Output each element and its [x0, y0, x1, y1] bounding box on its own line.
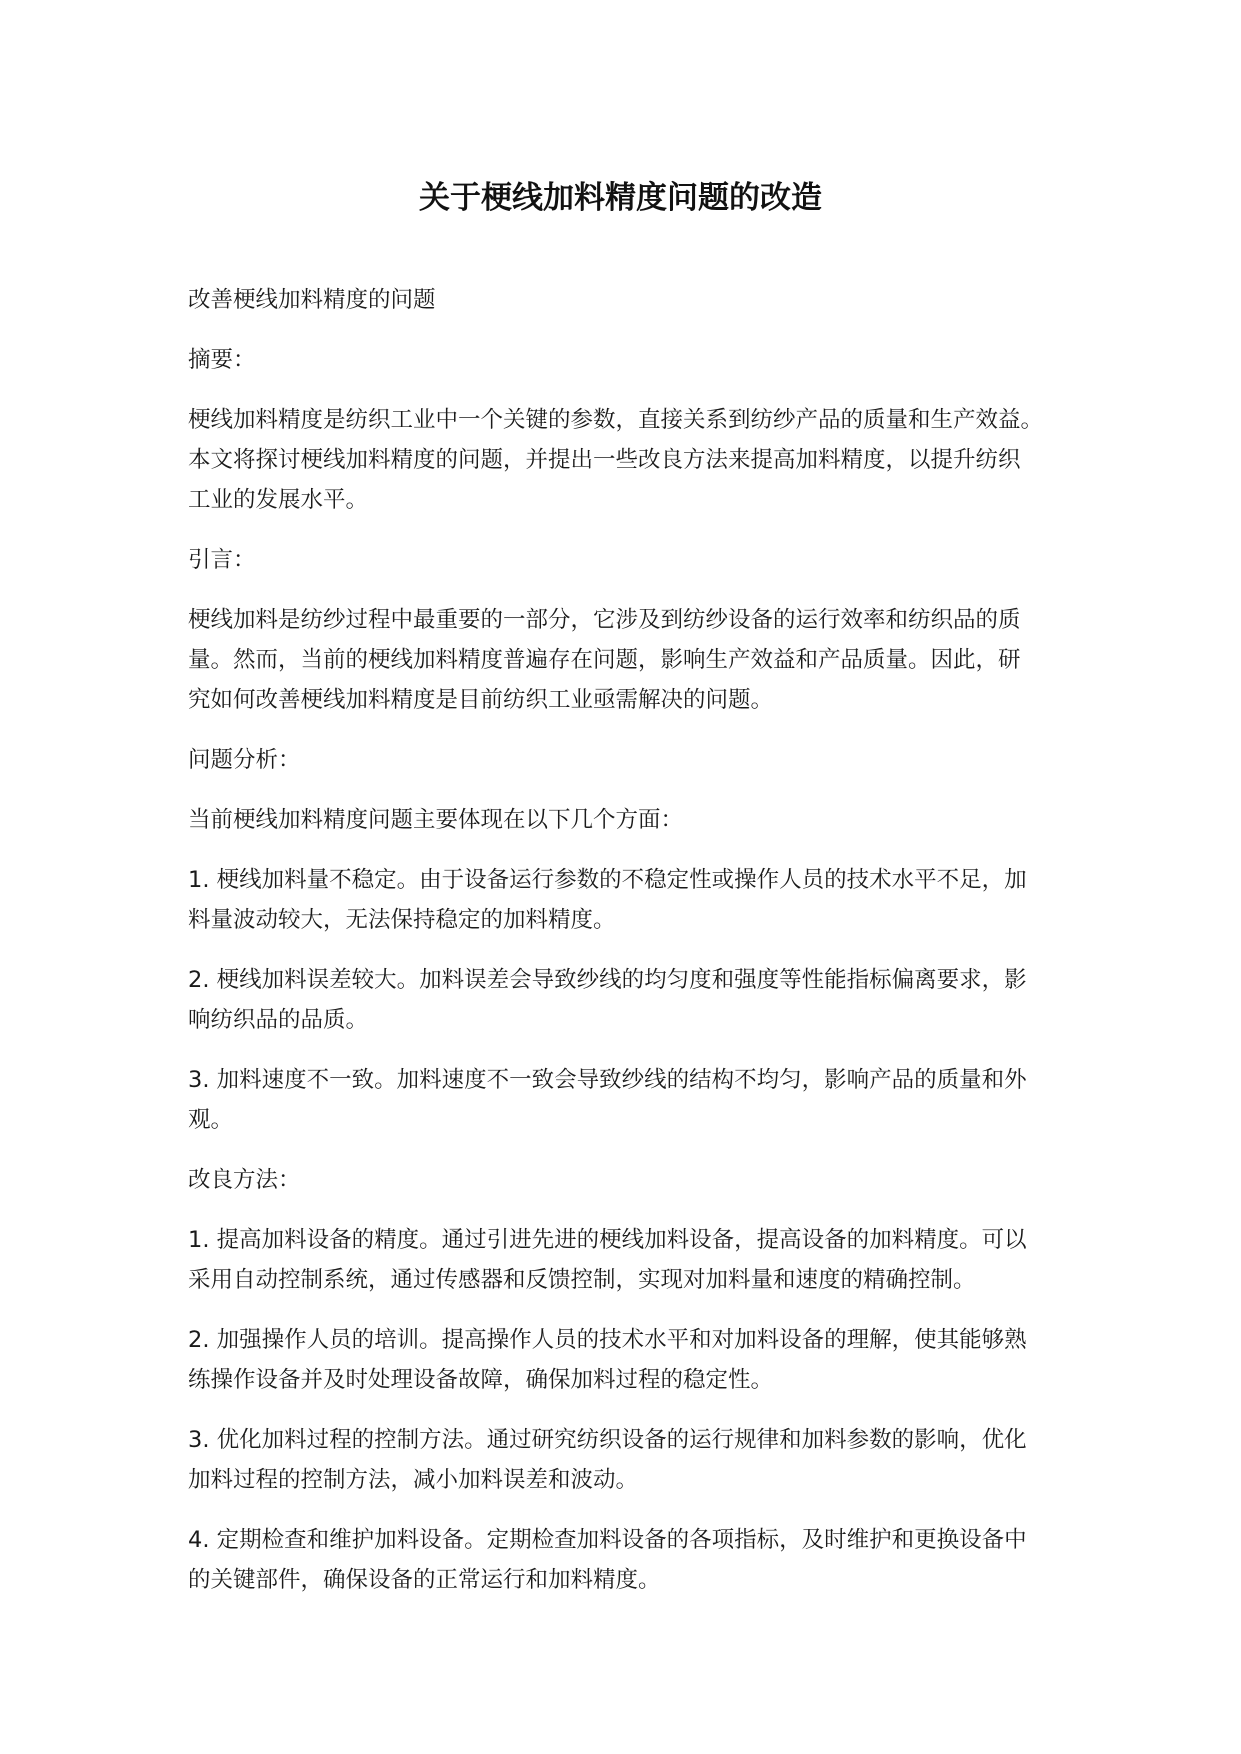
paragraph-line: 摘要： — [188, 347, 256, 373]
paragraph-line: 练操作设备并及时处理设备故障，确保加料过程的稳定性。 — [188, 1367, 774, 1393]
paragraph — [188, 1160, 1058, 1200]
paragraph-line: 问题分析： — [188, 747, 301, 773]
paragraph — [188, 960, 1058, 1040]
paragraph-line: 改良方法： — [188, 1167, 301, 1193]
paragraph — [188, 1520, 1058, 1600]
paragraph-line: 引言： — [188, 547, 256, 573]
paragraph — [188, 1220, 1058, 1300]
paragraph — [188, 280, 1058, 320]
paragraph-line: 3. 加料速度不一致。加料速度不一致会导致纱线的结构不均匀，影响产品的质量和外 — [188, 1067, 1027, 1093]
paragraph-line: 梗线加料精度是纺织工业中一个关键的参数，直接关系到纺纱产品的质量和生产效益。 — [188, 407, 1044, 433]
paragraph — [188, 600, 1058, 720]
paragraph-line: 1. 梗线加料量不稳定。由于设备运行参数的不稳定性或操作人员的技术水平不足，加 — [188, 867, 1027, 893]
paragraph — [188, 800, 1058, 840]
paragraph-line: 观。 — [188, 1107, 234, 1133]
paragraph — [188, 1060, 1058, 1140]
paragraph-line: 究如何改善梗线加料精度是目前纺织工业亟需解决的问题。 — [188, 687, 774, 713]
paragraph-line: 工业的发展水平。 — [188, 487, 369, 513]
paragraph — [188, 340, 1058, 380]
paragraph-line: 4. 定期检查和维护加料设备。定期检查加料设备的各项指标，及时维护和更换设备中 — [188, 1527, 1027, 1553]
paragraph-line: 量。然而，当前的梗线加料精度普遍存在问题，影响生产效益和产品质量。因此，研 — [188, 647, 1021, 673]
paragraph-line: 响纺织品的品质。 — [188, 1007, 369, 1033]
paragraph-line: 加料过程的控制方法，减小加料误差和波动。 — [188, 1467, 639, 1493]
paragraph — [188, 400, 1058, 520]
paragraph-line: 改善梗线加料精度的问题 — [188, 287, 436, 313]
paragraph-line: 采用自动控制系统，通过传感器和反馈控制，实现对加料量和速度的精确控制。 — [188, 1267, 976, 1293]
paragraph-line: 料量波动较大，无法保持稳定的加料精度。 — [188, 907, 616, 933]
paragraph — [188, 860, 1058, 940]
document-title: 关于梗线加料精度问题的改造 — [419, 180, 822, 216]
document-body — [188, 280, 1058, 1620]
paragraph-line: 梗线加料是纺纱过程中最重要的一部分，它涉及到纺纱设备的运行效率和纺织品的质 — [188, 607, 1021, 633]
paragraph — [188, 740, 1058, 780]
paragraph — [188, 1320, 1058, 1400]
paragraph — [188, 1420, 1058, 1500]
paragraph-line: 当前梗线加料精度问题主要体现在以下几个方面： — [188, 807, 684, 833]
paragraph-line: 2. 加强操作人员的培训。提高操作人员的技术水平和对加料设备的理解，使其能够熟 — [188, 1327, 1027, 1353]
paragraph-line: 3. 优化加料过程的控制方法。通过研究纺织设备的运行规律和加料参数的影响，优化 — [188, 1427, 1027, 1453]
paragraph-line: 的关键部件，确保设备的正常运行和加料精度。 — [188, 1567, 661, 1593]
paragraph — [188, 540, 1058, 580]
paragraph-line: 1. 提高加料设备的精度。通过引进先进的梗线加料设备，提高设备的加料精度。可以 — [188, 1227, 1027, 1253]
paragraph-line: 本文将探讨梗线加料精度的问题，并提出一些改良方法来提高加料精度，以提升纺织 — [188, 447, 1021, 473]
paragraph-line: 2. 梗线加料误差较大。加料误差会导致纱线的均匀度和强度等性能指标偏离要求，影 — [188, 967, 1027, 993]
